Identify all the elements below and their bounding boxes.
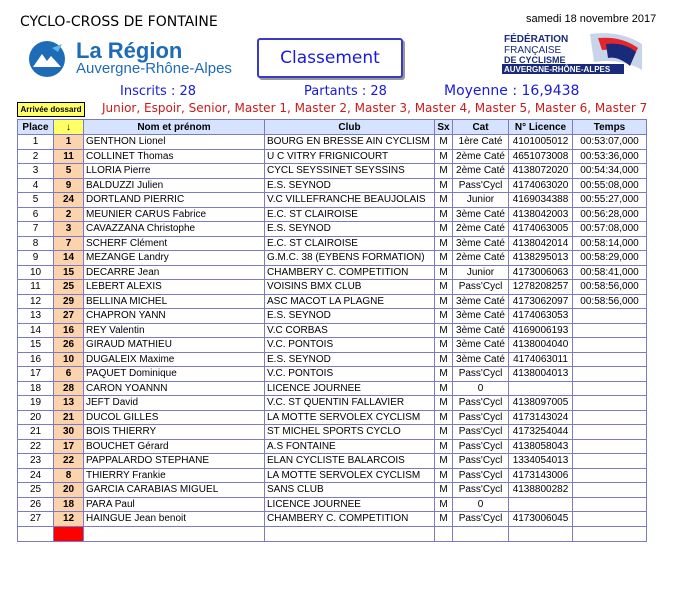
- cell-licence: 4173062097: [509, 294, 573, 309]
- table-row: [18, 454, 647, 469]
- cell-temps: 00:58:56,000: [573, 294, 647, 309]
- event-date: samedi 18 novembre 2017: [526, 13, 657, 25]
- cell-cat: 3ème Caté: [453, 294, 509, 309]
- cell-name: LLORIA Pierre: [84, 164, 265, 179]
- empty-cell: [18, 526, 54, 541]
- cell-dossard: 10: [54, 352, 84, 367]
- cell-name: PAPPALARDO STEPHANE: [84, 454, 265, 469]
- cell-cat: Pass'Cycl: [453, 512, 509, 527]
- cell-temps: [573, 367, 647, 382]
- table-row: [18, 323, 647, 338]
- cell-dossard: 9: [54, 178, 84, 193]
- cell-licence: 4173143024: [509, 410, 573, 425]
- cell-sx: M: [435, 309, 453, 324]
- cell-temps: 00:57:08,000: [573, 222, 647, 237]
- cell-club: E.S. SEYNOD: [265, 309, 435, 324]
- cell-club: U C VITRY FRIGNICOURT: [265, 149, 435, 164]
- cell-licence: 4174063005: [509, 222, 573, 237]
- cell-cat: Pass'Cycl: [453, 367, 509, 382]
- cell-dossard: 21: [54, 410, 84, 425]
- cell-sx: M: [435, 178, 453, 193]
- cell-dossard: 3: [54, 222, 84, 237]
- cell-place: 14: [18, 323, 54, 338]
- cell-name: SCHERF Clément: [84, 236, 265, 251]
- empty-cell: [453, 526, 509, 541]
- cell-sx: M: [435, 468, 453, 483]
- cell-name: BOUCHET Gérard: [84, 439, 265, 454]
- cell-place: 19: [18, 396, 54, 411]
- cell-club: LA MOTTE SERVOLEX CYCLISM: [265, 468, 435, 483]
- cell-name: DUGALEIX Maxime: [84, 352, 265, 367]
- cell-dossard: 1: [54, 135, 84, 150]
- cell-cat: 0: [453, 497, 509, 512]
- cell-licence: 4138004040: [509, 338, 573, 353]
- cell-dossard: 16: [54, 323, 84, 338]
- cell-place: 13: [18, 309, 54, 324]
- cell-temps: 00:55:27,000: [573, 193, 647, 208]
- cell-licence: 4174063053: [509, 309, 573, 324]
- cell-temps: 00:56:28,000: [573, 207, 647, 222]
- cell-club: V.C. ST QUENTIN FALLAVIER: [265, 396, 435, 411]
- col-place: Place: [18, 120, 54, 135]
- empty-cell: [84, 526, 265, 541]
- cell-cat: 3ème Caté: [453, 207, 509, 222]
- cell-place: 10: [18, 265, 54, 280]
- cell-place: 23: [18, 454, 54, 469]
- cell-sx: M: [435, 338, 453, 353]
- cell-dossard: 17: [54, 439, 84, 454]
- dossard-entry-cell[interactable]: [54, 526, 84, 541]
- col-cat: Cat: [453, 120, 509, 135]
- cell-dossard: 12: [54, 512, 84, 527]
- cell-cat: 3ème Caté: [453, 309, 509, 324]
- cell-place: 16: [18, 352, 54, 367]
- cell-place: 15: [18, 338, 54, 353]
- cell-licence: 4101005012: [509, 135, 573, 150]
- cell-licence: 4138097005: [509, 396, 573, 411]
- cell-place: 22: [18, 439, 54, 454]
- cell-temps: 00:55:08,000: [573, 178, 647, 193]
- table-row: [18, 265, 647, 280]
- cell-place: 2: [18, 149, 54, 164]
- cell-temps: [573, 439, 647, 454]
- cell-sx: M: [435, 497, 453, 512]
- table-row: [18, 251, 647, 266]
- cell-place: 4: [18, 178, 54, 193]
- cell-cat: 0: [453, 381, 509, 396]
- table-header-row: [18, 120, 647, 135]
- cell-name: DORTLAND PIERRIC: [84, 193, 265, 208]
- cell-place: 1: [18, 135, 54, 150]
- cell-place: 5: [18, 193, 54, 208]
- event-title: CYCLO-CROSS DE FONTAINE: [20, 14, 218, 30]
- cell-sx: M: [435, 425, 453, 440]
- cell-club: G.M.C. 38 (EYBENS FORMATION): [265, 251, 435, 266]
- cell-licence: 4173006045: [509, 512, 573, 527]
- cell-name: COLLINET Thomas: [84, 149, 265, 164]
- cell-cat: 3ème Caté: [453, 236, 509, 251]
- cell-licence: 4169006193: [509, 323, 573, 338]
- cell-temps: [573, 512, 647, 527]
- cell-temps: 00:58:41,000: [573, 265, 647, 280]
- cell-club: ST MICHEL SPORTS CYCLO: [265, 425, 435, 440]
- cell-cat: Junior: [453, 193, 509, 208]
- sort-arrow-icon: ↓: [54, 120, 84, 135]
- cell-cat: 2ème Caté: [453, 222, 509, 237]
- cell-name: MEZANGE Landry: [84, 251, 265, 266]
- cell-name: DECARRE Jean: [84, 265, 265, 280]
- stat-partants: Partants : 28: [304, 84, 387, 99]
- cell-licence: 4651073008: [509, 149, 573, 164]
- cell-cat: 3ème Caté: [453, 323, 509, 338]
- table-row: [18, 352, 647, 367]
- cell-licence: 4138072020: [509, 164, 573, 179]
- cell-licence: [509, 497, 573, 512]
- cell-club: BOURG EN BRESSE AIN CYCLISM: [265, 135, 435, 150]
- cell-club: A.S FONTAINE: [265, 439, 435, 454]
- cell-licence: 4173254044: [509, 425, 573, 440]
- region-logo-icon: [28, 40, 70, 78]
- ffc-line4: AUVERGNE-RHÔNE-ALPES: [504, 65, 611, 74]
- table-row: [18, 468, 647, 483]
- col-licence: N° Licence: [509, 120, 573, 135]
- cell-club: E.S. SEYNOD: [265, 178, 435, 193]
- table-row: [18, 483, 647, 498]
- cell-temps: 00:58:14,000: [573, 236, 647, 251]
- cell-name: GIRAUD MATHIEU: [84, 338, 265, 353]
- results-table: [17, 119, 647, 542]
- cell-temps: 00:54:34,000: [573, 164, 647, 179]
- cell-sx: M: [435, 483, 453, 498]
- cell-temps: [573, 323, 647, 338]
- table-row: [18, 396, 647, 411]
- table-row: [18, 439, 647, 454]
- page-title: Classement: [257, 38, 403, 78]
- cell-dossard: 18: [54, 497, 84, 512]
- empty-entry-row: [18, 526, 647, 541]
- cell-dossard: 26: [54, 338, 84, 353]
- table-row: [18, 236, 647, 251]
- cell-dossard: 2: [54, 207, 84, 222]
- cell-licence: 4138800282: [509, 483, 573, 498]
- table-row: [18, 294, 647, 309]
- cell-cat: Pass'Cycl: [453, 396, 509, 411]
- cell-name: HAINGUE Jean benoit: [84, 512, 265, 527]
- table-row: [18, 222, 647, 237]
- cell-place: 25: [18, 483, 54, 498]
- cell-place: 9: [18, 251, 54, 266]
- cell-place: 24: [18, 468, 54, 483]
- cell-cat: Pass'Cycl: [453, 410, 509, 425]
- categories-list: Junior, Espoir, Senior, Master 1, Master 2, Master 3, Master 4, Master 5, Master 6, Master 7: [102, 101, 648, 115]
- cell-cat: Junior: [453, 265, 509, 280]
- cell-cat: Pass'Cycl: [453, 454, 509, 469]
- table-row: [18, 367, 647, 382]
- cell-cat: Pass'Cycl: [453, 280, 509, 295]
- cell-sx: M: [435, 323, 453, 338]
- cell-place: 21: [18, 425, 54, 440]
- col-temps: Temps: [573, 120, 647, 135]
- cell-club: V.C VILLEFRANCHE BEAUJOLAIS: [265, 193, 435, 208]
- cell-name: BOIS THIERRY: [84, 425, 265, 440]
- cell-sx: M: [435, 410, 453, 425]
- cell-name: THIERRY Frankie: [84, 468, 265, 483]
- stat-moyenne: Moyenne : 16,9438: [444, 83, 580, 99]
- ffc-line1: FÉDÉRATION: [504, 34, 569, 45]
- cell-sx: M: [435, 396, 453, 411]
- empty-cell: [435, 526, 453, 541]
- cell-place: 6: [18, 207, 54, 222]
- cell-name: CHAPRON YANN: [84, 309, 265, 324]
- table-row: [18, 338, 647, 353]
- cell-temps: [573, 338, 647, 353]
- cell-club: ASC MACOT LA PLAGNE: [265, 294, 435, 309]
- cell-name: REY Valentin: [84, 323, 265, 338]
- cell-dossard: 29: [54, 294, 84, 309]
- cell-sx: M: [435, 352, 453, 367]
- cell-cat: Pass'Cycl: [453, 178, 509, 193]
- cell-place: 17: [18, 367, 54, 382]
- cell-licence: 4138004013: [509, 367, 573, 382]
- cell-sx: M: [435, 193, 453, 208]
- cell-name: MEUNIER CARUS Fabrice: [84, 207, 265, 222]
- table-row: [18, 381, 647, 396]
- cell-temps: [573, 497, 647, 512]
- cell-dossard: 15: [54, 265, 84, 280]
- col-sx: Sx: [435, 120, 453, 135]
- cell-licence: 4173006063: [509, 265, 573, 280]
- col-name: Nom et prénom: [84, 120, 265, 135]
- cell-licence: 4138042014: [509, 236, 573, 251]
- table-row: [18, 164, 647, 179]
- cell-place: 20: [18, 410, 54, 425]
- cell-cat: Pass'Cycl: [453, 439, 509, 454]
- table-row: [18, 512, 647, 527]
- table-row: [18, 497, 647, 512]
- cell-dossard: 25: [54, 280, 84, 295]
- stat-inscrits: Inscrits : 28: [120, 84, 197, 99]
- cell-sx: M: [435, 222, 453, 237]
- cell-sx: M: [435, 439, 453, 454]
- cell-sx: M: [435, 280, 453, 295]
- cell-club: LA MOTTE SERVOLEX CYCLISM: [265, 410, 435, 425]
- cell-sx: M: [435, 207, 453, 222]
- cell-sx: M: [435, 381, 453, 396]
- cell-place: 8: [18, 236, 54, 251]
- cell-cat: Pass'Cycl: [453, 425, 509, 440]
- cell-temps: [573, 425, 647, 440]
- cell-cat: 2ème Caté: [453, 149, 509, 164]
- cell-club: LICENCE JOURNEE: [265, 497, 435, 512]
- cell-sx: M: [435, 454, 453, 469]
- empty-cell: [573, 526, 647, 541]
- cell-place: 7: [18, 222, 54, 237]
- cell-cat: 3ème Caté: [453, 352, 509, 367]
- cell-temps: [573, 352, 647, 367]
- cell-name: GARCIA CARABIAS MIGUEL: [84, 483, 265, 498]
- cell-name: DUCOL GILLES: [84, 410, 265, 425]
- cell-dossard: 8: [54, 468, 84, 483]
- ffc-line2: FRANÇAISE: [504, 45, 562, 56]
- cell-temps: 00:53:07,000: [573, 135, 647, 150]
- cell-club: CHAMBERY C. COMPETITION: [265, 265, 435, 280]
- table-row: [18, 193, 647, 208]
- cell-temps: [573, 309, 647, 324]
- cell-place: 18: [18, 381, 54, 396]
- cell-club: V.C. PONTOIS: [265, 367, 435, 382]
- cell-dossard: 24: [54, 193, 84, 208]
- cell-cat: Pass'Cycl: [453, 468, 509, 483]
- table-row: [18, 178, 647, 193]
- cell-temps: 00:53:36,000: [573, 149, 647, 164]
- cell-temps: [573, 410, 647, 425]
- cell-cat: Pass'Cycl: [453, 483, 509, 498]
- empty-cell: [509, 526, 573, 541]
- cell-dossard: 5: [54, 164, 84, 179]
- ffc-line3: DE CYCLISME: [504, 55, 566, 65]
- cell-sx: M: [435, 135, 453, 150]
- cell-licence: [509, 381, 573, 396]
- cell-cat: 3ème Caté: [453, 338, 509, 353]
- table-row: [18, 410, 647, 425]
- cell-cat: 2ème Caté: [453, 251, 509, 266]
- cell-licence: 4173143006: [509, 468, 573, 483]
- cell-temps: [573, 396, 647, 411]
- cell-name: BALDUZZI Julien: [84, 178, 265, 193]
- cell-temps: 00:58:29,000: [573, 251, 647, 266]
- empty-cell: [265, 526, 435, 541]
- cell-temps: 00:58:56,000: [573, 280, 647, 295]
- table-row: [18, 149, 647, 164]
- arrival-dossard-label: Arrivée dossard: [17, 102, 85, 117]
- cell-name: BELLINA MICHEL: [84, 294, 265, 309]
- table-row: [18, 425, 647, 440]
- cell-sx: M: [435, 149, 453, 164]
- cell-licence: 1278208257: [509, 280, 573, 295]
- cell-club: E.S. SEYNOD: [265, 222, 435, 237]
- cell-licence: 4174063020: [509, 178, 573, 193]
- col-club: Club: [265, 120, 435, 135]
- cell-name: CAVAZZANA Christophe: [84, 222, 265, 237]
- cell-dossard: 11: [54, 149, 84, 164]
- cell-place: 11: [18, 280, 54, 295]
- cell-cat: 1ère Caté: [453, 135, 509, 150]
- cell-club: V.C. PONTOIS: [265, 338, 435, 353]
- cell-club: E.C. ST CLAIROISE: [265, 207, 435, 222]
- cell-sx: M: [435, 251, 453, 266]
- cell-sx: M: [435, 367, 453, 382]
- table-row: [18, 135, 647, 150]
- ffc-logo: [502, 30, 644, 82]
- cell-sx: M: [435, 512, 453, 527]
- cell-dossard: 28: [54, 381, 84, 396]
- cell-temps: [573, 454, 647, 469]
- cell-cat: 2ème Caté: [453, 164, 509, 179]
- cell-dossard: 30: [54, 425, 84, 440]
- cell-club: CHAMBERY C. COMPETITION: [265, 512, 435, 527]
- cell-name: CARON YOANNN: [84, 381, 265, 396]
- cell-dossard: 20: [54, 483, 84, 498]
- cell-licence: 1334054013: [509, 454, 573, 469]
- cell-licence: 4138058043: [509, 439, 573, 454]
- cell-place: 12: [18, 294, 54, 309]
- cell-dossard: 13: [54, 396, 84, 411]
- cell-name: LEBERT ALEXIS: [84, 280, 265, 295]
- cell-club: V.C CORBAS: [265, 323, 435, 338]
- table-row: [18, 280, 647, 295]
- cell-name: GENTHON Lionel: [84, 135, 265, 150]
- cell-dossard: 7: [54, 236, 84, 251]
- region-subtitle: Auvergne-Rhône-Alpes: [76, 60, 232, 77]
- region-name: La Région: [76, 38, 183, 63]
- cell-club: E.S. SEYNOD: [265, 352, 435, 367]
- cell-place: 26: [18, 497, 54, 512]
- cell-sx: M: [435, 294, 453, 309]
- cell-dossard: 14: [54, 251, 84, 266]
- cell-licence: 4138295013: [509, 251, 573, 266]
- cell-club: CYCL SEYSSINET SEYSSINS: [265, 164, 435, 179]
- cell-name: JEFT David: [84, 396, 265, 411]
- cell-temps: [573, 483, 647, 498]
- cell-dossard: 22: [54, 454, 84, 469]
- cell-club: SANS CLUB: [265, 483, 435, 498]
- cell-sx: M: [435, 164, 453, 179]
- cell-licence: 4138042003: [509, 207, 573, 222]
- cell-temps: [573, 468, 647, 483]
- cell-licence: 4169034388: [509, 193, 573, 208]
- cell-club: E.C. ST CLAIROISE: [265, 236, 435, 251]
- cell-dossard: 27: [54, 309, 84, 324]
- cell-sx: M: [435, 265, 453, 280]
- cell-place: 3: [18, 164, 54, 179]
- cell-temps: [573, 381, 647, 396]
- table-row: [18, 309, 647, 324]
- cell-dossard: 6: [54, 367, 84, 382]
- cell-club: LICENCE JOURNEE: [265, 381, 435, 396]
- cell-name: PAQUET Dominique: [84, 367, 265, 382]
- cell-licence: 4174063011: [509, 352, 573, 367]
- cell-club: VOISINS BMX CLUB: [265, 280, 435, 295]
- cell-name: PARA Paul: [84, 497, 265, 512]
- cell-sx: M: [435, 236, 453, 251]
- table-row: [18, 207, 647, 222]
- cell-club: ELAN CYCLISTE BALARCOIS: [265, 454, 435, 469]
- cell-place: 27: [18, 512, 54, 527]
